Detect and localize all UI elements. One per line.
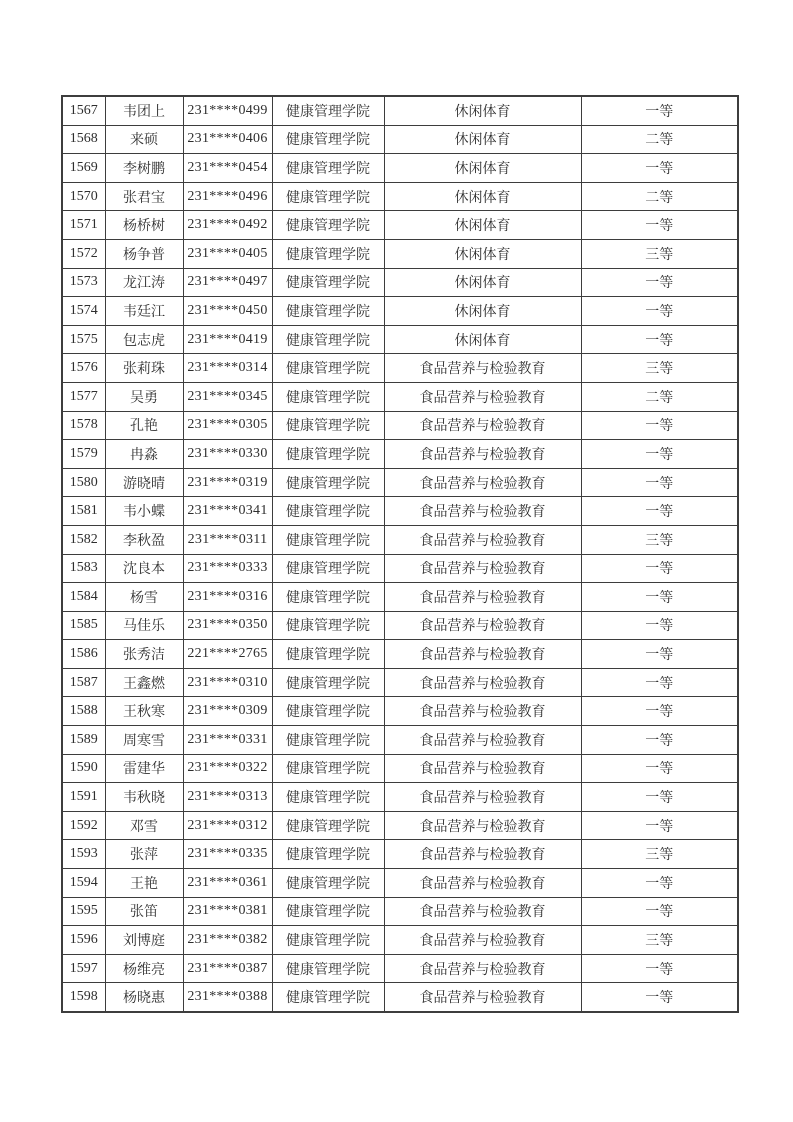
serial-number-cell: 1578: [62, 411, 105, 440]
student-name-cell: 王鑫燃: [105, 668, 183, 697]
student-id-cell: 231****0335: [183, 840, 272, 869]
major-cell: 食品营养与检验教育: [384, 583, 581, 612]
college-cell: 健康管理学院: [272, 811, 384, 840]
student-id-cell: 231****0312: [183, 811, 272, 840]
student-name-cell: 王秋寒: [105, 697, 183, 726]
student-name-cell: 游晓晴: [105, 468, 183, 497]
serial-number-cell: 1586: [62, 640, 105, 669]
student-id-cell: 231****0341: [183, 497, 272, 526]
student-name-cell: 来硕: [105, 125, 183, 154]
table-row: [62, 697, 738, 726]
student-name-cell: 马佳乐: [105, 611, 183, 640]
college-cell: 健康管理学院: [272, 954, 384, 983]
serial-number-cell: 1593: [62, 840, 105, 869]
serial-number-cell: 1571: [62, 211, 105, 240]
table-row: [62, 382, 738, 411]
award-level-cell: 一等: [581, 954, 738, 983]
serial-number-cell: 1585: [62, 611, 105, 640]
table-row: [62, 554, 738, 583]
student-id-cell: 231****0496: [183, 182, 272, 211]
table-row: [62, 411, 738, 440]
table-row: [62, 440, 738, 469]
table-row: [62, 583, 738, 612]
college-cell: 健康管理学院: [272, 897, 384, 926]
serial-number-cell: 1598: [62, 983, 105, 1012]
student-name-cell: 邓雪: [105, 811, 183, 840]
student-name-cell: 李秋盈: [105, 525, 183, 554]
student-id-cell: 231****0361: [183, 869, 272, 898]
award-level-cell: 一等: [581, 897, 738, 926]
major-cell: 休闲体育: [384, 182, 581, 211]
student-id-cell: 231****0497: [183, 268, 272, 297]
college-cell: 健康管理学院: [272, 297, 384, 326]
student-name-cell: 孔艳: [105, 411, 183, 440]
serial-number-cell: 1575: [62, 325, 105, 354]
student-name-cell: 刘博庭: [105, 926, 183, 955]
student-id-cell: 231****0333: [183, 554, 272, 583]
student-name-cell: 张莉珠: [105, 354, 183, 383]
serial-number-cell: 1590: [62, 754, 105, 783]
serial-number-cell: 1567: [62, 96, 105, 125]
college-cell: 健康管理学院: [272, 583, 384, 612]
college-cell: 健康管理学院: [272, 325, 384, 354]
serial-number-cell: 1583: [62, 554, 105, 583]
table-row: [62, 96, 738, 125]
college-cell: 健康管理学院: [272, 411, 384, 440]
major-cell: 食品营养与检验教育: [384, 640, 581, 669]
table-row: [62, 840, 738, 869]
award-level-cell: 一等: [581, 297, 738, 326]
student-name-cell: 冉淼: [105, 440, 183, 469]
student-id-cell: 231****0450: [183, 297, 272, 326]
award-level-cell: 一等: [581, 640, 738, 669]
table-row: [62, 354, 738, 383]
award-level-cell: 一等: [581, 554, 738, 583]
major-cell: 休闲体育: [384, 297, 581, 326]
serial-number-cell: 1594: [62, 869, 105, 898]
major-cell: 休闲体育: [384, 125, 581, 154]
major-cell: 食品营养与检验教育: [384, 440, 581, 469]
student-id-cell: 231****0419: [183, 325, 272, 354]
student-id-cell: 231****0331: [183, 726, 272, 755]
student-id-cell: 231****0381: [183, 897, 272, 926]
student-name-cell: 周寒雪: [105, 726, 183, 755]
award-level-cell: 三等: [581, 840, 738, 869]
serial-number-cell: 1587: [62, 668, 105, 697]
college-cell: 健康管理学院: [272, 668, 384, 697]
serial-number-cell: 1581: [62, 497, 105, 526]
serial-number-cell: 1576: [62, 354, 105, 383]
student-name-cell: 杨维亮: [105, 954, 183, 983]
college-cell: 健康管理学院: [272, 926, 384, 955]
award-level-cell: 一等: [581, 154, 738, 183]
award-level-cell: 一等: [581, 211, 738, 240]
college-cell: 健康管理学院: [272, 726, 384, 755]
serial-number-cell: 1572: [62, 239, 105, 268]
table-row: [62, 125, 738, 154]
college-cell: 健康管理学院: [272, 354, 384, 383]
student-id-cell: 231****0492: [183, 211, 272, 240]
table-row: [62, 325, 738, 354]
award-level-cell: 三等: [581, 926, 738, 955]
student-name-cell: 张秀洁: [105, 640, 183, 669]
student-name-cell: 张君宝: [105, 182, 183, 211]
major-cell: 休闲体育: [384, 239, 581, 268]
college-cell: 健康管理学院: [272, 468, 384, 497]
major-cell: 食品营养与检验教育: [384, 354, 581, 383]
student-id-cell: 221****2765: [183, 640, 272, 669]
table-row: [62, 983, 738, 1012]
major-cell: 食品营养与检验教育: [384, 554, 581, 583]
student-id-cell: 231****0310: [183, 668, 272, 697]
award-level-cell: 一等: [581, 468, 738, 497]
major-cell: 食品营养与检验教育: [384, 726, 581, 755]
major-cell: 食品营养与检验教育: [384, 954, 581, 983]
award-level-cell: 三等: [581, 354, 738, 383]
award-level-cell: 一等: [581, 611, 738, 640]
college-cell: 健康管理学院: [272, 525, 384, 554]
college-cell: 健康管理学院: [272, 554, 384, 583]
student-name-cell: 沈良本: [105, 554, 183, 583]
major-cell: 休闲体育: [384, 211, 581, 240]
student-name-cell: 吴勇: [105, 382, 183, 411]
college-cell: 健康管理学院: [272, 211, 384, 240]
college-cell: 健康管理学院: [272, 497, 384, 526]
serial-number-cell: 1584: [62, 583, 105, 612]
major-cell: 休闲体育: [384, 154, 581, 183]
award-level-cell: 一等: [581, 411, 738, 440]
student-id-cell: 231****0406: [183, 125, 272, 154]
student-name-cell: 包志虎: [105, 325, 183, 354]
student-name-cell: 韦小蝶: [105, 497, 183, 526]
student-id-cell: 231****0316: [183, 583, 272, 612]
award-level-cell: 一等: [581, 754, 738, 783]
student-id-cell: 231****0387: [183, 954, 272, 983]
major-cell: 食品营养与检验教育: [384, 783, 581, 812]
student-name-cell: 韦秋晓: [105, 783, 183, 812]
table-row: [62, 811, 738, 840]
table-row: [62, 668, 738, 697]
award-level-cell: 一等: [581, 96, 738, 125]
table-row: [62, 154, 738, 183]
award-level-cell: 一等: [581, 668, 738, 697]
serial-number-cell: 1569: [62, 154, 105, 183]
student-id-cell: 231****0350: [183, 611, 272, 640]
student-name-cell: 王艳: [105, 869, 183, 898]
college-cell: 健康管理学院: [272, 697, 384, 726]
student-id-cell: 231****0311: [183, 525, 272, 554]
serial-number-cell: 1574: [62, 297, 105, 326]
serial-number-cell: 1589: [62, 726, 105, 755]
major-cell: 食品营养与检验教育: [384, 811, 581, 840]
serial-number-cell: 1596: [62, 926, 105, 955]
award-level-cell: 二等: [581, 382, 738, 411]
award-level-cell: 一等: [581, 583, 738, 612]
serial-number-cell: 1582: [62, 525, 105, 554]
major-cell: 食品营养与检验教育: [384, 497, 581, 526]
award-level-cell: 一等: [581, 869, 738, 898]
student-id-cell: 231****0322: [183, 754, 272, 783]
college-cell: 健康管理学院: [272, 983, 384, 1012]
student-name-cell: 杨争普: [105, 239, 183, 268]
serial-number-cell: 1597: [62, 954, 105, 983]
student-name-cell: 韦团上: [105, 96, 183, 125]
college-cell: 健康管理学院: [272, 268, 384, 297]
table-row: [62, 239, 738, 268]
major-cell: 食品营养与检验教育: [384, 869, 581, 898]
major-cell: 食品营养与检验教育: [384, 468, 581, 497]
serial-number-cell: 1570: [62, 182, 105, 211]
table-row: [62, 754, 738, 783]
college-cell: 健康管理学院: [272, 239, 384, 268]
major-cell: 食品营养与检验教育: [384, 382, 581, 411]
table-row: [62, 954, 738, 983]
award-level-cell: 一等: [581, 440, 738, 469]
college-cell: 健康管理学院: [272, 640, 384, 669]
college-cell: 健康管理学院: [272, 154, 384, 183]
award-level-cell: 三等: [581, 239, 738, 268]
student-id-cell: 231****0499: [183, 96, 272, 125]
major-cell: 休闲体育: [384, 325, 581, 354]
table-row: [62, 211, 738, 240]
major-cell: 食品营养与检验教育: [384, 525, 581, 554]
table-row: [62, 926, 738, 955]
awards-table-body: [62, 96, 738, 1012]
serial-number-cell: 1579: [62, 440, 105, 469]
major-cell: 食品营养与检验教育: [384, 411, 581, 440]
college-cell: 健康管理学院: [272, 869, 384, 898]
student-id-cell: 231****0382: [183, 926, 272, 955]
student-name-cell: 韦廷江: [105, 297, 183, 326]
college-cell: 健康管理学院: [272, 182, 384, 211]
student-name-cell: 杨桥树: [105, 211, 183, 240]
student-id-cell: 231****0319: [183, 468, 272, 497]
award-level-cell: 一等: [581, 697, 738, 726]
student-id-cell: 231****0305: [183, 411, 272, 440]
major-cell: 食品营养与检验教育: [384, 983, 581, 1012]
table-row: [62, 497, 738, 526]
student-name-cell: 杨晓惠: [105, 983, 183, 1012]
table-row: [62, 525, 738, 554]
college-cell: 健康管理学院: [272, 125, 384, 154]
student-name-cell: 李树鹏: [105, 154, 183, 183]
awards-table: [61, 95, 739, 1013]
serial-number-cell: 1580: [62, 468, 105, 497]
college-cell: 健康管理学院: [272, 840, 384, 869]
student-name-cell: 张萍: [105, 840, 183, 869]
student-name-cell: 龙江涛: [105, 268, 183, 297]
table-row: [62, 182, 738, 211]
major-cell: 食品营养与检验教育: [384, 611, 581, 640]
major-cell: 休闲体育: [384, 96, 581, 125]
major-cell: 休闲体育: [384, 268, 581, 297]
student-id-cell: 231****0388: [183, 983, 272, 1012]
student-id-cell: 231****0314: [183, 354, 272, 383]
major-cell: 食品营养与检验教育: [384, 926, 581, 955]
table-row: [62, 869, 738, 898]
award-level-cell: 一等: [581, 726, 738, 755]
serial-number-cell: 1591: [62, 783, 105, 812]
student-name-cell: 张笛: [105, 897, 183, 926]
student-id-cell: 231****0454: [183, 154, 272, 183]
serial-number-cell: 1568: [62, 125, 105, 154]
college-cell: 健康管理学院: [272, 783, 384, 812]
table-row: [62, 783, 738, 812]
student-id-cell: 231****0309: [183, 697, 272, 726]
table-row: [62, 640, 738, 669]
student-id-cell: 231****0330: [183, 440, 272, 469]
major-cell: 食品营养与检验教育: [384, 754, 581, 783]
major-cell: 食品营养与检验教育: [384, 668, 581, 697]
award-level-cell: 一等: [581, 783, 738, 812]
award-level-cell: 二等: [581, 182, 738, 211]
table-row: [62, 726, 738, 755]
table-row: [62, 297, 738, 326]
student-id-cell: 231****0345: [183, 382, 272, 411]
college-cell: 健康管理学院: [272, 611, 384, 640]
serial-number-cell: 1592: [62, 811, 105, 840]
student-id-cell: 231****0405: [183, 239, 272, 268]
serial-number-cell: 1595: [62, 897, 105, 926]
table-row: [62, 897, 738, 926]
serial-number-cell: 1573: [62, 268, 105, 297]
award-level-cell: 一等: [581, 325, 738, 354]
award-level-cell: 二等: [581, 125, 738, 154]
serial-number-cell: 1588: [62, 697, 105, 726]
student-id-cell: 231****0313: [183, 783, 272, 812]
student-name-cell: 雷建华: [105, 754, 183, 783]
table-row: [62, 268, 738, 297]
award-level-cell: 三等: [581, 525, 738, 554]
major-cell: 食品营养与检验教育: [384, 697, 581, 726]
student-name-cell: 杨雪: [105, 583, 183, 612]
award-level-cell: 一等: [581, 268, 738, 297]
serial-number-cell: 1577: [62, 382, 105, 411]
major-cell: 食品营养与检验教育: [384, 897, 581, 926]
table-row: [62, 468, 738, 497]
major-cell: 食品营养与检验教育: [384, 840, 581, 869]
college-cell: 健康管理学院: [272, 754, 384, 783]
table-row: [62, 611, 738, 640]
award-level-cell: 一等: [581, 497, 738, 526]
college-cell: 健康管理学院: [272, 96, 384, 125]
award-level-cell: 一等: [581, 983, 738, 1012]
college-cell: 健康管理学院: [272, 382, 384, 411]
award-level-cell: 一等: [581, 811, 738, 840]
college-cell: 健康管理学院: [272, 440, 384, 469]
